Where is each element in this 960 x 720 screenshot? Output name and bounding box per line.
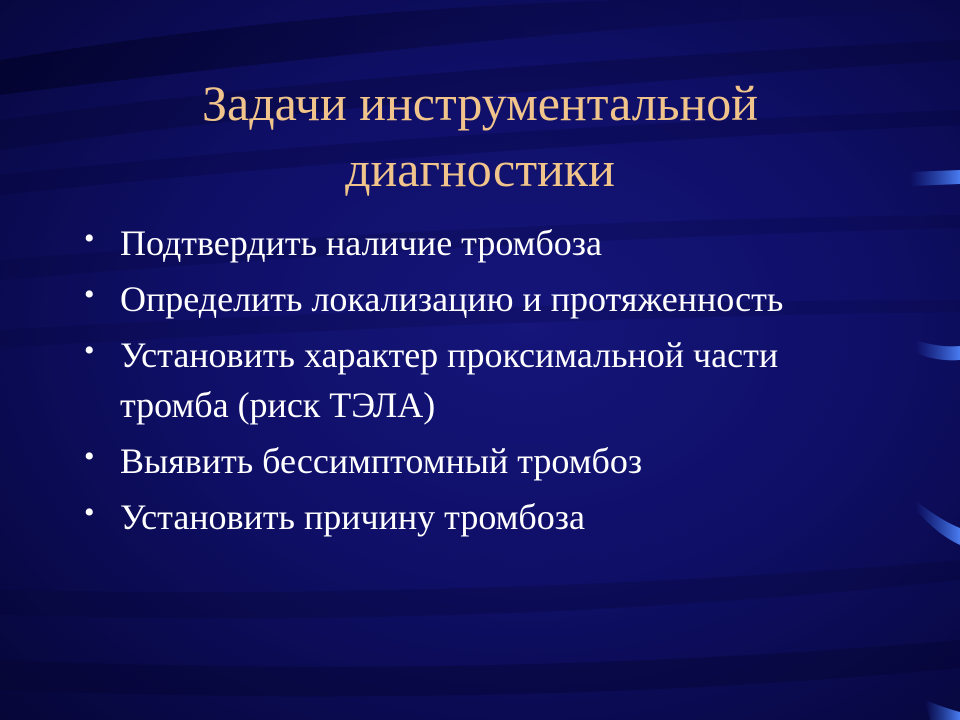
bullet-item xyxy=(80,436,820,486)
accent-stripe xyxy=(910,170,960,186)
bullet-glyph: • xyxy=(84,334,95,367)
bullet-list xyxy=(80,218,820,548)
bullet-text: Подтвердить наличие тромбоза xyxy=(120,223,602,263)
bullet-text: Определить локализацию и протяженность xyxy=(120,279,784,319)
bullet-glyph: • xyxy=(84,278,95,311)
bullet-glyph: • xyxy=(84,440,95,473)
bullet-glyph: • xyxy=(84,496,95,529)
bullet-text: Установить причину тромбоза xyxy=(120,497,585,537)
bullet-text: Установить характер проксимальной части тромба (риск ТЭЛА) xyxy=(120,335,779,425)
bullet-item xyxy=(80,492,820,542)
bullet-glyph: • xyxy=(84,222,95,255)
title-line-2: диагностики xyxy=(345,141,615,197)
accent-stripe xyxy=(915,340,960,360)
accent-stripe xyxy=(915,500,960,545)
title-line-1: Задачи инструментальной xyxy=(201,75,759,131)
slide-title xyxy=(80,70,880,202)
bullet-item xyxy=(80,274,820,324)
accent-stripe xyxy=(925,700,960,720)
bullet-text: Выявить бессимптомный тромбоз xyxy=(120,441,643,481)
bullet-item xyxy=(80,218,820,268)
bullet-item xyxy=(80,330,820,430)
